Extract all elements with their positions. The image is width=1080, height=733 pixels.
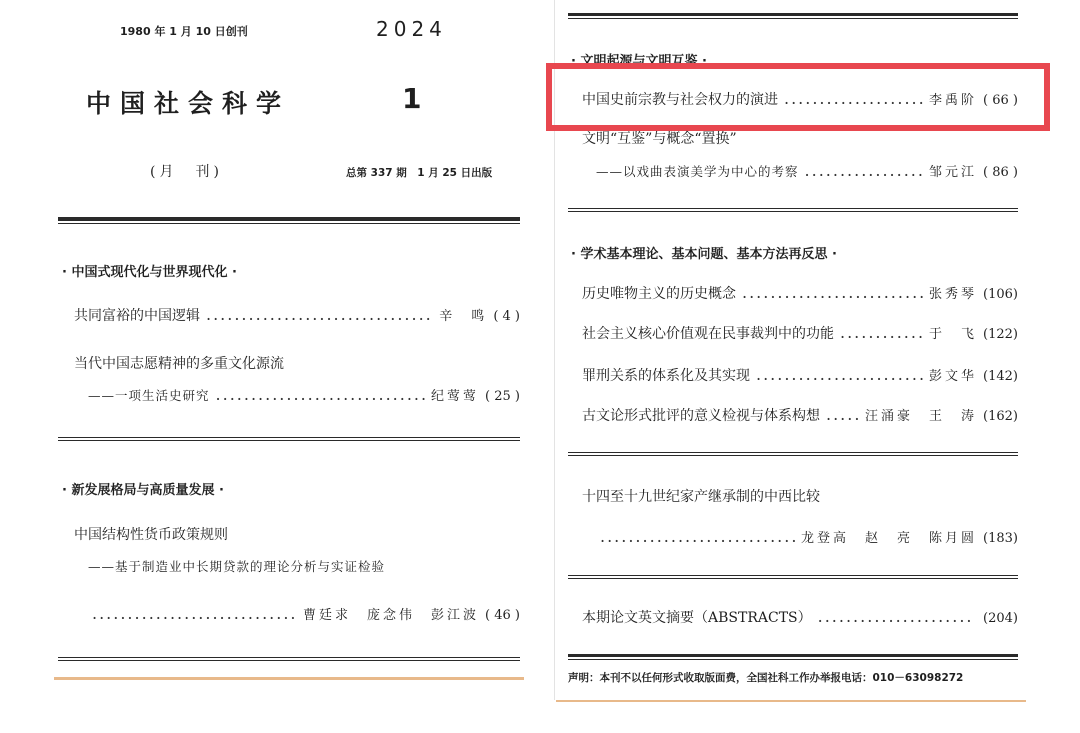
dot-leader [818,607,971,626]
article-authors: 张秀琴 [929,287,978,302]
dot-leader [784,89,923,108]
monthly-label: (月 刊) [150,164,223,180]
section-rule [58,437,520,438]
article-authors: 辛 鸣 [439,309,488,324]
article-authors: 于 飞 [929,327,978,342]
toc-entry[interactable] [92,604,520,623]
article-title[interactable]: 文明“互鉴”与概念“置换” [582,131,737,147]
article-title: 社会主义核心价值观在民事裁判中的功能 [582,326,834,342]
article-authors: 彭文华 [929,369,978,384]
footer-rule-thick [568,654,1018,657]
article-page: (106) [983,287,1018,302]
article-page: ( 86 ) [983,165,1018,180]
header-rule-thick [58,217,520,221]
article-page: (122) [983,327,1018,342]
issue-number: 1 [402,82,422,115]
dot-leader [826,405,859,424]
dot-leader [92,604,297,623]
section-rule [568,578,1018,579]
article-title: 罪刑关系的体系化及其实现 [582,368,750,384]
article-subtitle: ——以戏曲表演美学为中心的考察 [596,164,799,179]
toc-entry[interactable] [582,365,1018,385]
article-page: (183) [983,531,1018,546]
total-issue: 总第 337 期 1 月 25 日出版 [346,167,493,179]
founded-date: 1980 年 1 月 10 日创刊 [120,25,248,38]
header-rule-thick [568,13,1018,16]
toc-entry[interactable] [582,405,1018,425]
article-title: 历史唯物主义的历史概念 [582,286,736,302]
header-rule-thin [568,18,1018,19]
section-rule [568,575,1018,576]
section-rule [568,452,1018,453]
article-page: (204) [983,611,1018,626]
dot-leader [742,283,923,302]
toc-entry[interactable] [88,385,520,404]
article-page: ( 66 ) [983,93,1018,108]
dot-leader [840,323,923,342]
article-page: (142) [983,369,1018,384]
footer-rule [58,657,520,658]
article-title[interactable]: 十四至十九世纪家产继承制的中西比较 [582,489,820,505]
article-authors: 纪莺莺 [431,389,480,404]
section-heading: · 新发展格局与高质量发展 · [62,483,224,498]
article-subtitle: ——一项生活史研究 [88,388,210,403]
journal-title: 中国社会科学 [86,89,291,118]
toc-entry[interactable] [596,161,1018,180]
page-edge-line [556,700,1026,702]
section-rule [568,211,1018,212]
toc-entry[interactable] [582,607,1018,627]
toc-entry[interactable] [74,305,520,325]
article-page: ( 25 ) [485,389,520,404]
article-page: ( 4 ) [493,309,520,324]
header-rule-thin [58,223,520,224]
section-rule [568,455,1018,456]
toc-entry-highlighted[interactable] [582,89,1018,109]
article-authors: 龙登高 赵 亮 陈月圆 [801,531,978,546]
footer-rule-thin [568,659,1018,660]
article-page: ( 46 ) [485,608,520,623]
section-rule [58,440,520,441]
dot-leader [805,161,924,180]
article-title: 中国史前宗教与社会权力的演进 [582,92,778,108]
dot-leader [216,385,426,404]
article-title: 古文论形式批评的意义检视与体系构想 [582,408,820,424]
article-title[interactable]: 中国结构性货币政策规则 [74,527,228,543]
toc-entry[interactable] [600,527,1018,546]
notice-text: 声明：本刊不以任何形式收取版面费，全国社科工作办举报电话：010－63098272 [568,672,964,684]
section-heading: · 文明起源与文明互鉴 · [571,54,707,69]
article-title[interactable]: 当代中国志愿精神的多重文化源流 [74,356,284,372]
article-title: 共同富裕的中国逻辑 [74,308,200,324]
section-heading: · 学术基本理论、基本问题、基本方法再反思 · [571,247,837,262]
dot-leader [206,305,433,324]
section-heading: · 中国式现代化与世界现代化 · [62,265,237,280]
article-authors: 曹廷求 庞念伟 彭江波 [303,608,480,623]
dot-leader [600,527,795,546]
footer-rule [58,660,520,661]
article-page: (162) [983,409,1018,424]
article-authors: 汪涌豪 王 涛 [865,409,978,424]
article-subtitle: ——基于制造业中长期贷款的理论分析与实证检验 [88,559,386,574]
article-authors: 邹元江 [929,165,978,180]
toc-entry[interactable] [582,283,1018,303]
dot-leader [756,365,923,384]
journal-year: 2024 [376,17,447,41]
article-title: 本期论文英文摘要（ABSTRACTS） [582,610,812,626]
page-edge-line [54,677,524,680]
section-rule [568,208,1018,209]
article-authors: 李禹阶 [929,93,978,108]
toc-entry[interactable] [582,323,1018,343]
